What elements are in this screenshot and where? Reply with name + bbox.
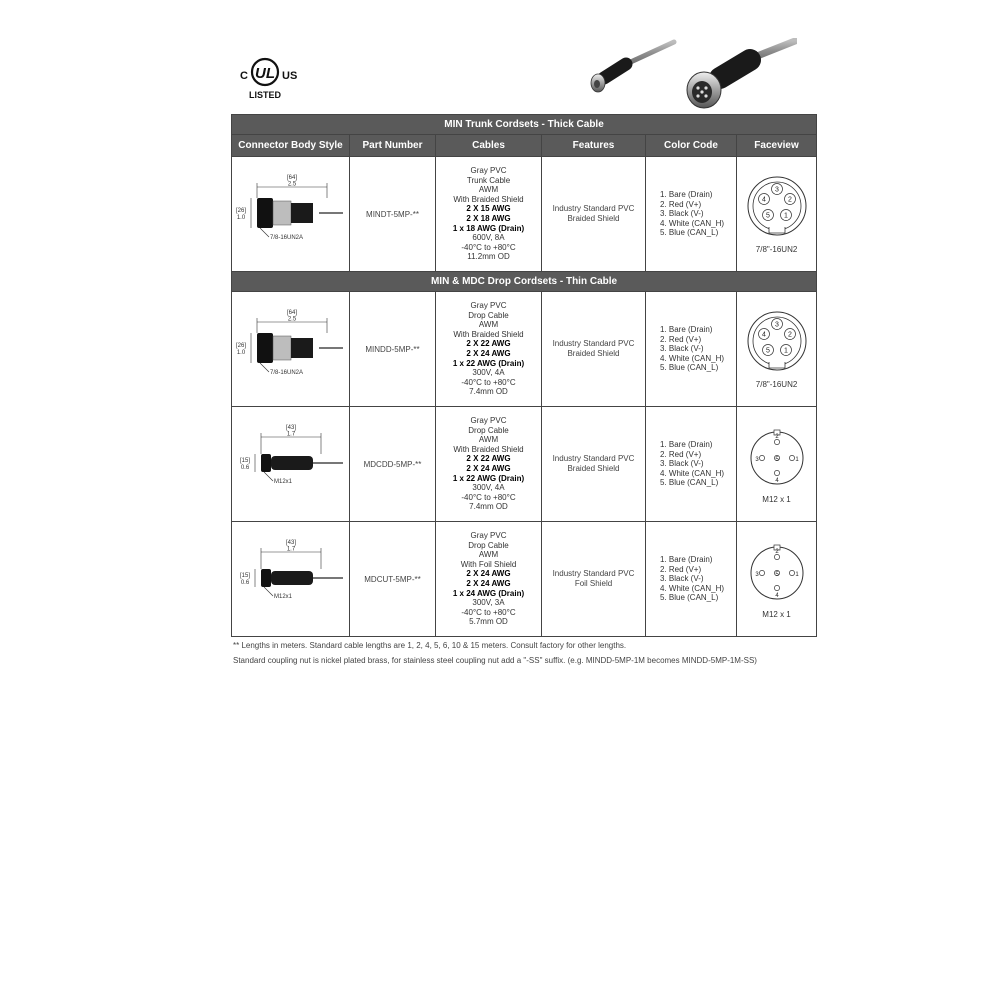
connector-body-drawing [232,157,350,272]
cable-spec-line: -40°C to +80°C [461,492,516,502]
pin-1 [789,570,794,575]
diameter-mm-label: [15] [239,458,250,464]
feature-line: Industry Standard PVC [552,339,635,349]
pin-5-label: 5 [765,347,770,354]
color-code-line: 4. White (CAN_H) [660,218,725,228]
pin-1-label: 1 [794,456,799,463]
feature-line: Braided Shield [567,464,620,473]
pin-3-label: 3 [774,321,779,328]
length-in-label: 1.7 [286,431,295,438]
cable-spec-line: 300V, 4A [472,368,505,378]
cable-spec-line: 2 X 22 AWG [466,454,511,464]
pin-4 [774,585,779,590]
length-mm-label: [43] [285,540,296,546]
cable-spec-line: 7.4mm OD [469,502,508,512]
cable-spec-line: With Braided Shield [453,329,524,339]
feature-line: Braided Shield [567,349,620,358]
faceview-label: 7/8"-16UN2 [755,244,798,254]
cable-spec-line: 2 X 24 AWG [466,569,511,579]
faceview-diagram [744,425,810,491]
color-code-line: 2. Red (V+) [660,334,702,344]
pin-5-label: 5 [774,571,779,578]
color-code-line: 1. Bare (Drain) [660,440,713,450]
feature-line: Industry Standard PVC [552,204,635,214]
connector-product-photo [582,38,797,110]
cable-spec-line: 1 x 18 AWG (Drain) [452,223,525,233]
color-code [646,522,737,637]
pin-1-label: 1 [783,347,788,354]
cable-spec-line: Gray PVC [470,166,507,176]
color-code-line: 5. Blue (CAN_L) [660,478,719,488]
features [542,157,646,272]
cable-spec-line: Drop Cable [468,540,509,550]
col-header-faceview: Faceview [737,135,817,157]
footnote-lengths: ** Lengths in meters. Standard cable lengths are 1, 2, 4, 5, 6, 10 & 15 meters. Consult factory for other lengths. [233,641,627,650]
cable-spec [436,522,542,637]
length-in-label: 2.5 [287,316,296,323]
table-row [232,292,817,407]
cable-spec-line: 7.4mm OD [469,387,508,397]
pin-2-label: 2 [787,196,792,203]
cable-spec-line: Gray PVC [470,301,507,311]
pin-2 [774,439,779,444]
color-code [646,157,737,272]
pin-1-label: 1 [783,212,788,219]
pin-5-label: 5 [765,212,770,219]
section-title-trunk: MIN Trunk Cordsets - Thick Cable [232,115,817,135]
cable-spec-line: 2 X 18 AWG [466,214,511,223]
cable-spec-line: With Braided Shield [453,444,524,454]
table-row [232,522,817,637]
cable-spec-line: AWM [478,550,499,560]
pin-3-label: 3 [754,456,759,463]
faceview-key [769,362,785,368]
cable-spec-line: AWM [478,185,499,195]
cable-spec-line: 1 x 22 AWG (Drain) [452,358,525,368]
features [542,407,646,522]
feature-line: Foil Shield [574,579,613,588]
pin-3 [759,455,764,460]
pin-5-label: 5 [774,456,779,463]
color-code-line: 3. Black (V-) [660,459,704,469]
pin-3 [759,570,764,575]
color-code-line: 3. Black (V-) [660,209,704,219]
col-header-cables: Cables [436,135,542,157]
connector-dimension-drawing [235,302,347,394]
part-number: MINDD-5MP-** [350,292,436,407]
faceview-label: M12 x 1 [762,609,791,619]
part-number: MDCDD-5MP-** [350,407,436,522]
pin-3-label: 3 [754,571,759,578]
section-title-drop: MIN & MDC Drop Cordsets - Thin Cable [232,272,817,292]
connector-body [273,201,291,225]
cable-spec-line: -40°C to +80°C [461,607,516,617]
pin-2-label: 2 [787,331,792,338]
faceview-label: M12 x 1 [762,494,791,504]
cable-spec-line: 300V, 4A [472,483,505,493]
pin-1 [789,455,794,460]
connector-body-drawing [232,292,350,407]
cable-spec-line: -40°C to +80°C [461,242,516,252]
pin-2 [774,554,779,559]
color-code-line: 3. Black (V-) [660,574,704,584]
cable-spec-line: With Braided Shield [453,194,524,204]
pin-4 [774,470,779,475]
color-code-line: 2. Red (V+) [660,449,702,459]
cable-spec-line: 1 x 24 AWG (Drain) [452,588,525,598]
cable-spec-line: AWM [478,320,499,330]
cable-spec-line: AWM [478,435,499,445]
cable-spec-line: Drop Cable [468,425,509,435]
table-row [232,407,817,522]
cable-spec-line: With Foil Shield [460,559,517,569]
pin-2-label: 2 [774,548,779,555]
svg-text:US: US [282,70,298,82]
length-mm-label: [64] [286,175,297,181]
length-mm-label: [43] [285,425,296,431]
thread-label: M12x1 [273,594,292,600]
features [542,292,646,407]
color-code-line: 4. White (CAN_H) [660,468,725,478]
color-code [646,292,737,407]
length-in-label: 1.7 [286,546,295,553]
cable-spec-line: Trunk Cable [466,175,511,185]
svg-text:C: C [240,70,248,82]
cable-spec [436,407,542,522]
diameter-mm-label: [15] [239,573,250,579]
col-header-color-code: Color Code [646,135,737,157]
thread-label: M12x1 [273,479,292,485]
color-code-line: 1. Bare (Drain) [660,555,713,565]
diameter-in-label: 1.0 [236,350,245,356]
faceview-label: 7/8"-16UN2 [755,379,798,389]
connector-body [273,336,291,360]
pin-2-label: 2 [774,433,779,440]
cable-spec-line: 2 X 22 AWG [466,339,511,349]
feature-line: Industry Standard PVC [552,569,635,579]
diameter-in-label: 0.6 [240,465,249,471]
svg-text:UL: UL [255,65,275,82]
color-code-line: 1. Bare (Drain) [660,325,713,335]
cable-spec-line: 2 X 15 AWG [466,204,511,214]
cable-spec-line: 300V, 3A [472,598,505,608]
thread-label: 7/8-16UN2A [269,235,303,241]
part-number: MDCUT-5MP-** [350,522,436,637]
pin-4-label: 4 [761,331,766,338]
faceview [737,157,817,272]
coupling-nut [257,198,273,228]
cable-spec-line: 5.7mm OD [469,617,508,627]
length-mm-label: [64] [286,310,297,316]
feature-line: Braided Shield [567,214,620,223]
color-code-line: 3. Black (V-) [660,344,704,354]
color-code-line: 2. Red (V+) [660,564,702,574]
connector-body-drawing [232,407,350,522]
diameter-in-label: 0.6 [240,580,249,586]
footnote-coupling-nut: Standard coupling nut is nickel plated brass, for stainless steel coupling nut add a "-SS" suffix. (e.g. MINDD-5MP-1M becomes MINDD-5MP-1M-SS) [233,656,757,665]
diameter-in-label: 1.0 [236,215,245,221]
cable-spec-line: 11.2mm OD [467,252,510,262]
color-code-line: 1. Bare (Drain) [660,190,713,200]
color-code-line: 5. Blue (CAN_L) [660,593,719,603]
cable-spec-line: 2 X 24 AWG [466,349,511,358]
thread-label: 7/8-16UN2A [269,370,303,376]
cable-spec-line: -40°C to +80°C [461,377,516,387]
faceview-diagram [744,175,810,241]
connector-body-drawing [232,522,350,637]
cable-spec [436,292,542,407]
diameter-mm-label: [26] [235,208,246,214]
part-number: MINDT-5MP-** [350,157,436,272]
coupling-nut [261,569,271,587]
coupling-nut [261,454,271,472]
pin-4-label: 4 [774,477,779,484]
ul-listed-logo [238,52,300,102]
overmold [291,338,313,358]
color-code-line: 5. Blue (CAN_L) [660,363,719,373]
col-header-features: Features [542,135,646,157]
connector-body [271,571,313,585]
table-row [232,157,817,272]
color-code-line: 2. Red (V+) [660,199,702,209]
color-code-line: 4. White (CAN_H) [660,583,725,593]
features [542,522,646,637]
pin-3-label: 3 [774,186,779,193]
color-code-line: 5. Blue (CAN_L) [660,228,719,238]
cable-spec [436,157,542,272]
faceview-diagram [744,540,810,606]
cable-spec-line: 2 X 24 AWG [466,579,511,588]
svg-text:LISTED: LISTED [248,90,282,100]
faceview-diagram [744,310,810,376]
color-code-line: 4. White (CAN_H) [660,353,725,363]
col-header-part-number: Part Number [350,135,436,157]
cable-spec-line: 2 X 24 AWG [466,464,511,473]
length-in-label: 2.5 [287,181,296,188]
faceview [737,522,817,637]
connector-dimension-drawing [235,417,347,509]
pin-4-label: 4 [761,196,766,203]
connector-dimension-drawing [235,167,347,259]
faceview [737,407,817,522]
faceview [737,292,817,407]
cordset-spec-table [231,114,817,637]
faceview-key [769,227,785,233]
connector-dimension-drawing [235,532,347,624]
cable-spec-line: 600V, 8A [472,233,505,243]
cable-spec-line: 1 x 22 AWG (Drain) [452,473,525,483]
coupling-nut [257,333,273,363]
feature-line: Industry Standard PVC [552,454,635,464]
overmold [291,203,313,223]
pin-1-label: 1 [794,571,799,578]
footnotes [233,640,833,670]
cable-spec-line: Gray PVC [470,531,507,541]
connector-body [271,456,313,470]
color-code [646,407,737,522]
cable-spec-line: Gray PVC [470,416,507,426]
cable-spec-line: Drop Cable [468,310,509,320]
col-header-body-style: Connector Body Style [232,135,350,157]
pin-4-label: 4 [774,592,779,599]
diameter-mm-label: [26] [235,343,246,349]
